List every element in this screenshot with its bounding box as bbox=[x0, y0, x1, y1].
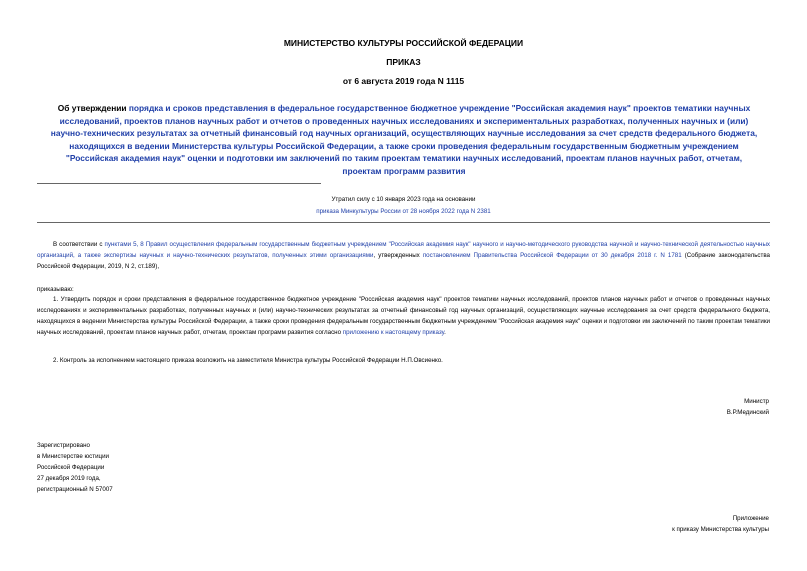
preamble-resolution-link[interactable]: постановлением Правительства Российской Федерации от 30 декабря 2018 г. N 1781 bbox=[422, 251, 682, 259]
appendix-link[interactable]: приложению к настоящему приказу bbox=[342, 328, 445, 336]
registration-block bbox=[37, 440, 113, 495]
preamble-text-3: (Собрание законодательства Российской Федерации, 2019, N 2, ст.189), bbox=[37, 251, 771, 270]
preamble-text-2: , утвержденных bbox=[373, 251, 423, 259]
title-divider bbox=[37, 183, 321, 184]
item-2-paragraph: 2. Контроль за исполнением настоящего приказа возложить на заместителя Министра культуры Российской Федерации Н.П.Овсиенко. bbox=[53, 357, 443, 364]
item-1-end: . bbox=[444, 328, 446, 336]
appendix-reference: к приказу Министерства культуры bbox=[672, 526, 769, 533]
appendix-label: Приложение bbox=[732, 515, 769, 522]
ministry-name: МИНИСТЕРСТВО КУЛЬТУРЫ РОССИЙСКОЙ ФЕДЕРАЦИИ bbox=[283, 38, 524, 48]
preamble-paragraph bbox=[37, 240, 770, 273]
status-repeal-link[interactable]: приказа Минкультуры России от 28 ноября 2022 года N 2381 bbox=[316, 208, 491, 215]
signature-name: В.Р.Мединский bbox=[726, 409, 769, 416]
title-prefix: Об утверждении bbox=[57, 103, 129, 113]
document-title bbox=[46, 102, 762, 178]
title-link[interactable]: порядка и сроков представления в федеральное государственное бюджетное учреждение "Российская академия наук" проектов тематики научных исследований, проектов планов научных работ и отчетов о проведенных научных исследованиях и экспериментальных разработках, полученных научных и (или) научно-технических результатах за отчетный финансовый год научных организаций, осуществляющих научные исследования за счет средств федерального бюджета, находящихся в ведении Министерства культуры Российской Федерации, а также сроки проведения федеральным государственным бюджетным учреждением "Российская академия наук" оценки и подготовки им заключений по таким проектам тематики научных исследований, проектам планов научных работ, отчетам, проектам программ развития bbox=[50, 103, 758, 176]
item-1-text: 1. Утвердить порядок и сроки представления в федеральное государственное бюджетное учреждение "Российская академия наук" проектов тематики научных исследований, проектов планов научных работ и отчетов о проведенных научных исследованиях и экспериментальных разработках, полученных научных и (или) научно-технических результатах за отчетный финансовый год научных организаций, осуществляющих научные исследования за счет средств федерального бюджета, находящихся в ведении Министерства культуры Российской Федерации, а также сроки проведения федеральным государственным бюджетным учреждением "Российская академия наук" оценки и подготовки им заключений по таким проектам тематики научных исследований, проектам планов научных работ, отчетам, проектам программ развития согласно bbox=[37, 296, 770, 336]
status-notice: Утратил силу с 10 января 2023 года на основании bbox=[331, 196, 476, 203]
preamble-text-1: В соответствии с bbox=[53, 241, 105, 248]
status-divider bbox=[37, 222, 770, 223]
signature-role: Министр bbox=[744, 398, 769, 405]
registration-line: в Министерстве юстиции bbox=[37, 453, 110, 460]
order-word: приказываю: bbox=[37, 286, 74, 293]
registration-line: Российской Федерации bbox=[37, 464, 105, 471]
registration-line: Зарегистрировано bbox=[37, 442, 90, 449]
registration-line: 27 декабря 2019 года, bbox=[37, 475, 101, 482]
preamble-rules-link[interactable]: пунктами 5, 8 Правил осуществления федеральным государственным бюджетным учреждением "Российская академия наук" научного и научно-методического руководства научной и научно-технической деятельностью научных организаций, а также экспертизы научных и научно-технических результатов, полученных этими организациями bbox=[37, 241, 771, 259]
registration-line: регистрационный N 57007 bbox=[37, 486, 113, 493]
item-1-paragraph bbox=[37, 295, 770, 339]
document-date-number: от 6 августа 2019 года N 1115 bbox=[342, 76, 465, 86]
document-type: ПРИКАЗ bbox=[386, 57, 421, 67]
